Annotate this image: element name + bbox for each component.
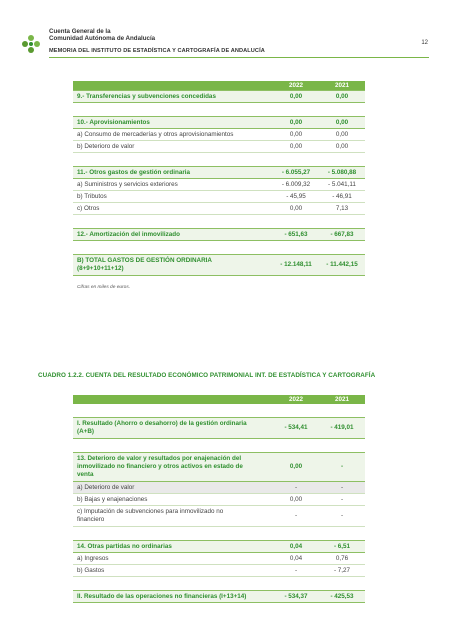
section-row [73,591,365,603]
row-label [73,418,273,439]
value-2021: 0,76 [319,553,365,565]
value-2021: - [319,494,365,506]
value-2022: - 12.148,11 [273,255,319,276]
memoria-title: MEMORIA DEL INSTITUTO DE ESTADÍSTICA Y CARTOGRAFÍA DE ANDALUCÍA [49,48,265,54]
row-label-text-cont: (8+9+10+11+12) [77,265,124,272]
org-name-line1: Cuenta General de la [49,28,111,35]
value-2021: - 5.041,11 [319,179,365,191]
value-2021: - 6,51 [319,541,365,553]
row-label [73,141,273,153]
spacer-row [73,215,365,229]
section-row [73,91,365,103]
value-2022: 0,00 [273,117,319,129]
value-2022: - 534,37 [273,591,319,603]
row-label-text: b) Tributos [77,192,107,200]
row-label [73,167,273,179]
row-label-text: a) Consumo de mercaderías y otros aprovisionamientos [77,130,234,138]
row-label-text: 14. Otras partidas no ordinarias [77,542,172,550]
value-2022: 0,04 [273,541,319,553]
spacer-row [73,404,365,418]
value-2021: - 46,91 [319,191,365,203]
value-2022: - [273,565,319,577]
value-2022: 0,04 [273,553,319,565]
row-label [73,91,273,103]
row-label [73,591,273,603]
year-header-2021: 2021 [319,81,365,91]
value-2021: 0,00 [319,117,365,129]
row-label [73,191,273,203]
table-row [73,141,365,153]
page-number: 12 [421,40,428,46]
spacer-cell [73,103,365,117]
row-label [73,565,273,577]
value-2021: - 7,27 [319,565,365,577]
spacer-cell [73,153,365,167]
value-2022: - [273,482,319,494]
value-2022: - 534,41 [273,418,319,439]
value-2021: - 5.080,88 [319,167,365,179]
value-2021: - 667,83 [319,229,365,241]
spacer-row [73,439,365,453]
spacer-row [73,527,365,541]
row-label-text-cont: inmovilizado no financiero y otros activos en estado de [77,463,243,470]
value-2022: 0,00 [273,453,319,482]
table-row [73,203,365,215]
spacer-cell [73,404,365,418]
value-2021: 0,00 [319,141,365,153]
row-label [73,179,273,191]
value-2021: 0,00 [319,91,365,103]
row-label-text: c) Imputación de subvenciones para inmovilizado no [77,508,224,515]
spacer-cell [73,215,365,229]
row-label-text: a) Deterioro de valor [77,483,135,491]
value-2021: - [319,506,365,527]
row-label [73,553,273,565]
table-row [73,129,365,141]
value-2021: - 11.442,15 [319,255,365,276]
row-label-text: 13. Deterioro de valor y resultados por enajenación del [77,455,242,462]
spacer-cell [73,527,365,541]
spacer-row [73,103,365,117]
value-2021: - [319,453,365,482]
row-label-text: II. Resultado de las operaciones no financieras (I+13+14) [77,592,247,600]
value-2021: 0,00 [319,129,365,141]
row-label [73,117,273,129]
year-header-2022: 2022 [273,81,319,91]
spacer-cell [73,439,365,453]
spacer-row [73,577,365,591]
row-label-text: 11.- Otros gastos de gestión ordinaria [77,168,191,176]
year-header-blank [73,81,273,91]
table-row [73,494,365,506]
table-row [73,565,365,577]
org-name-line2: Comunidad Autónoma de Andalucía [49,35,156,42]
row-label [73,453,273,482]
row-label-text: b) Bajas y enajenaciones [77,495,148,503]
year-header-blank [73,395,273,404]
section-row [73,117,365,129]
row-label [73,255,273,276]
section-row [73,229,365,241]
value-2022: - 6.055,27 [273,167,319,179]
row-label-text: c) Otros [77,204,100,212]
value-2022: - 6.009,32 [273,179,319,191]
value-2021: - 425,53 [319,591,365,603]
year-header-row [73,81,365,91]
value-2022: 0,00 [273,203,319,215]
spacer-cell [73,241,365,255]
resultado-table [73,395,365,603]
row-label-text: 10.- Aprovisionamientos [77,118,150,126]
row-label-text-cont: financiero [77,516,105,523]
table-row [73,482,365,494]
section-row [73,453,365,482]
row-label-text-cont: venta [77,471,94,478]
value-2022: - [273,506,319,527]
spacer-cell [73,577,365,591]
row-label-text: B) TOTAL GASTOS DE GESTIÓN ORDINARIA [77,257,212,264]
row-label [73,494,273,506]
row-label [73,506,273,527]
junta-logo-icon [20,33,42,55]
row-label-text-cont: (A+B) [77,428,94,435]
table-row [73,506,365,527]
spacer-row [73,241,365,255]
spacer-row [73,153,365,167]
value-2022: 0,00 [273,129,319,141]
header-divider [49,57,429,58]
row-label-text: b) Deterioro de valor [77,142,135,150]
value-2022: 0,00 [273,91,319,103]
row-label [73,541,273,553]
year-header-2022: 2022 [273,395,319,404]
units-note: Cifras en miles de euros. [77,285,131,290]
row-label-text: a) Suministros y servicios exteriores [77,180,178,188]
row-label-text: b) Gastos [77,566,105,574]
section-row [73,167,365,179]
row-label-text: I. Resultado (Ahorro o desahorro) de la gestión ordinaria [77,420,247,427]
row-label [73,129,273,141]
table-row [73,191,365,203]
value-2022: 0,00 [273,494,319,506]
table-row [73,553,365,565]
table-row [73,179,365,191]
cuadro-title: CUADRO 1.2.2. CUENTA DEL RESULTADO ECONÓMICO PATRIMONIAL INT. DE ESTADÍSTICA Y CARTOGRAFÍA [38,372,376,379]
row-label-text: 9.- Transferencias y subvenciones concedidas [77,92,216,100]
section-row [73,541,365,553]
year-header-2021: 2021 [319,395,365,404]
row-label [73,203,273,215]
row-label-text: a) Ingresos [77,554,109,562]
row-label-text: 12.- Amortización del inmovilizado [77,230,180,238]
year-header-row [73,395,365,404]
value-2021: - [319,482,365,494]
value-2022: 0,00 [273,141,319,153]
value-2022: - 45,95 [273,191,319,203]
value-2022: - 651,63 [273,229,319,241]
row-label [73,229,273,241]
section-row [73,418,365,439]
value-2021: - 419,01 [319,418,365,439]
section-row [73,255,365,276]
row-label [73,482,273,494]
gastos-table [73,81,365,276]
value-2021: 7,13 [319,203,365,215]
